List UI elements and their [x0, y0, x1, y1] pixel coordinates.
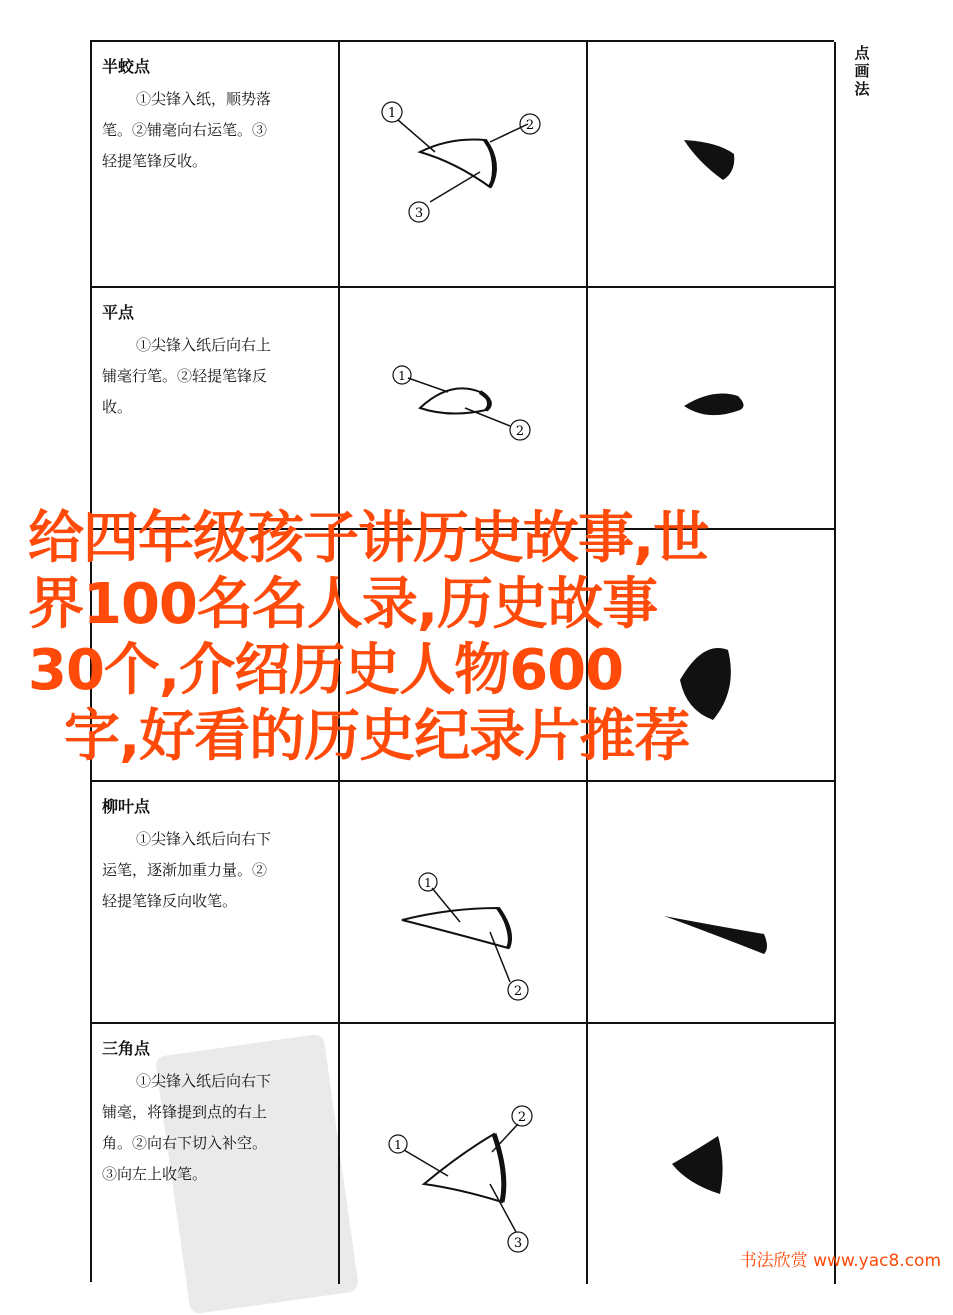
ink-example-cell: [588, 782, 836, 1022]
desc-line: 轻提笔锋反收。: [102, 152, 208, 170]
stroke-diagram: [340, 782, 586, 1022]
stroke-diagram-cell: [340, 782, 588, 1022]
label-three: 3: [414, 206, 424, 221]
description-cell: [92, 782, 340, 1022]
desc-line: 铺毫，将锋提到点的右上: [102, 1103, 268, 1121]
stroke-description: [102, 84, 330, 177]
stroke-diagram: [340, 288, 586, 528]
description-cell: [92, 288, 340, 528]
headline-line: 30个,介绍历史人物600: [28, 638, 624, 703]
ink-dot-example: [588, 42, 834, 286]
site-watermark: 书法欣赏 www.yac8.com: [739, 1251, 941, 1271]
desc-line: 笔。②铺毫向右运笔。③: [102, 121, 268, 139]
desc-line: 角。②向右下切入补空。: [102, 1134, 268, 1152]
ink-dot-example: [588, 1024, 834, 1282]
stroke-description: [102, 330, 330, 423]
label-one: 1: [387, 106, 397, 121]
stroke-diagram-cell: [340, 1024, 588, 1284]
desc-line: ①尖锋入纸后向右下: [136, 830, 272, 848]
headline-line: 给四年级孩子讲历史故事,世: [28, 506, 709, 571]
ink-dot-example: [588, 782, 834, 1022]
desc-line: 运笔，逐渐加重力量。②: [102, 861, 268, 879]
stroke-diagram-cell: [340, 288, 588, 528]
description-cell: [92, 1024, 340, 1284]
label-one: 1: [424, 876, 432, 890]
side-heading-char: 画: [854, 62, 870, 80]
table-row: [92, 42, 836, 288]
desc-line: ①尖锋入纸后向右上: [136, 336, 272, 354]
desc-line: ①尖锋入纸后向右下: [136, 1072, 272, 1090]
table-row: [92, 288, 836, 530]
stroke-diagram: [340, 42, 586, 286]
stroke-description: [102, 1066, 330, 1190]
headline-line: 字,好看的历史纪录片推荐: [64, 704, 690, 769]
stroke-name: 三角点: [102, 1039, 151, 1058]
ink-example-cell: [588, 1024, 836, 1284]
description-cell: [92, 42, 340, 286]
stroke-description: [102, 824, 330, 917]
ink-example-cell: [588, 42, 836, 286]
headline-line: 界100名名人录,历史故事: [28, 572, 658, 637]
label-three: 3: [513, 1236, 523, 1251]
ink-example-cell: [588, 288, 836, 528]
stroke-name: 柳叶点: [102, 797, 151, 816]
desc-line: 收。: [102, 398, 133, 416]
side-heading: [852, 44, 872, 98]
overlay-headline: [28, 506, 908, 770]
stroke-name: 半蛟点: [102, 57, 151, 76]
desc-line: ①尖锋入纸，顺势落: [136, 90, 272, 108]
table-row: [92, 782, 836, 1024]
stroke-diagram: [340, 1024, 586, 1282]
stroke-diagram-cell: [340, 42, 588, 286]
label-two: 2: [515, 424, 525, 439]
desc-line: ③向左上收笔。: [102, 1165, 208, 1183]
desc-line: 轻提笔锋反向收笔。: [102, 892, 238, 910]
ink-dot-example: [588, 288, 834, 528]
label-one: 1: [394, 1138, 402, 1152]
stroke-name: 平点: [102, 303, 135, 322]
label-two: 2: [513, 984, 523, 999]
label-two: 2: [525, 118, 535, 133]
side-heading-char: 点: [854, 44, 870, 62]
table-row: [92, 1024, 836, 1284]
side-heading-char: 法: [854, 80, 870, 98]
label-one: 1: [398, 369, 406, 383]
label-two: 2: [517, 1110, 527, 1125]
desc-line: 铺毫行笔。②轻提笔锋反: [102, 367, 268, 385]
